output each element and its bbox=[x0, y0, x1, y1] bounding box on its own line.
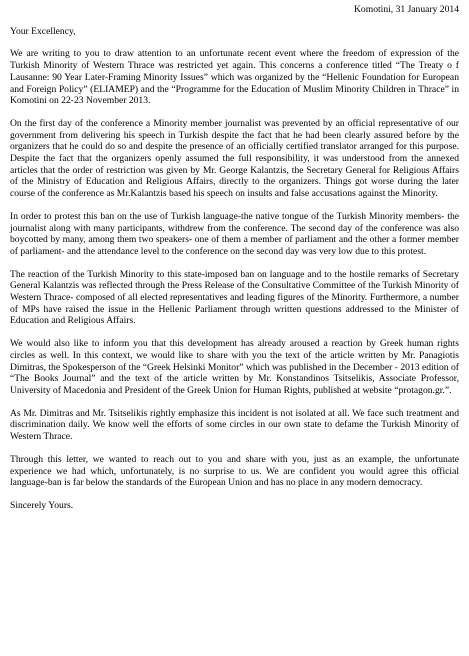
paragraph-not-isolated: As Mr. Dimitras and Mr. Tsitselikis rightly emphasize this incident is not isolated at all. We face such treatment and discrimination daily. We know well the efforts of some circles in our own state to defame the Turkish Minority of Western Thrace. bbox=[10, 407, 459, 443]
paragraph-protest: In order to protest this ban on the use of Turkish language-the native tongue of the Turkish Minority members- the journalist along with many participants, withdrew from the conference. The second day of the conference was also boycotted by many, among them two speakers- one of them a member of parliament and the other a former member of parliament- and the attendance level to the conference on the second day was very low due to this protest. bbox=[10, 210, 459, 257]
paragraph-conclusion: Through this letter, we wanted to reach out to you and share with you, just as an example, the unfortunate experience we had which, unfortunately, is no surprise to us. We are confident you would agree this official language-ban is far below the standards of the European Union and has no place in any modern democracy. bbox=[10, 453, 459, 489]
paragraph-human-rights-circles: We would also like to inform you that this development has already aroused a reaction by Greek human rights circles as well. In this context, we would like to share with you the text of the article written by Mr. Panagiotis Dimitras, the Spokesperson of the “Greek Helsinki Monitor” which was published in the December - 2013 edition of “The Books Journal” and the text of the article written by Mr. Konstandinos Tsitselikis, Associate Professor, University of Macedonia and President of the Greek Union for Human Rights, published at website “protagon.gr.”. bbox=[10, 338, 459, 396]
paragraph-conference-intro: We are writing to you to draw attention to an unfortunate recent event where the freedom of expression of the Turkish Minority of Western Thrace was restricted yet again. This concerns a conference titled “The Treaty o f Lausanne: 90 Year Later-Framing Minority Issues” which was organized by the “Hellenic Foundation for European and Foreign Policy” (ELIAMEP) and the “Programme for the Education of Muslim Minority Children in Thrace” in Komotini on 22-23 November 2013. bbox=[10, 48, 459, 107]
paragraph-speech-prevented: On the first day of the conference a Minority member journalist was prevented by an official representative of our government from delivering his speech in Turkish despite the fact that he had been clearly assured before by the organizers that he could do so and despite the presence of an officially certified translator arranged for this purpose. Despite the fact that the organizers openly assumed the full responsibility, it was understood from the annexed articles that the order of restriction was given by Mr. George Kalantzis, the Secretary General for Religious Affairs of the Ministry of Education and Religious Affairs, directly to the organizers. Things got worse during the later course of the conference as Mr.Kalantzis based his speech on insults and false accusations against the Minority. bbox=[10, 117, 459, 200]
paragraph-minority-reaction: The reaction of the Turkish Minority to this state-imposed ban on language and to the hostile remarks of Secretary General Kalantzis was reflected through the Press Release of the Consultative Committee of the Turkish Minority of Western Thrace- composed of all elected representatives and leading figures of the Minority. Furthermore, a number of MPs have raised the issue in the Hellenic Parliament through written questions addressed to the Minister of Education and Religious Affairs. bbox=[10, 268, 459, 327]
letter-salutation: Your Excellency, bbox=[10, 25, 76, 37]
letter-dateline: Komotini, 31 January 2014 bbox=[354, 4, 459, 15]
letter-closing: Sincerely Yours. bbox=[10, 499, 74, 511]
